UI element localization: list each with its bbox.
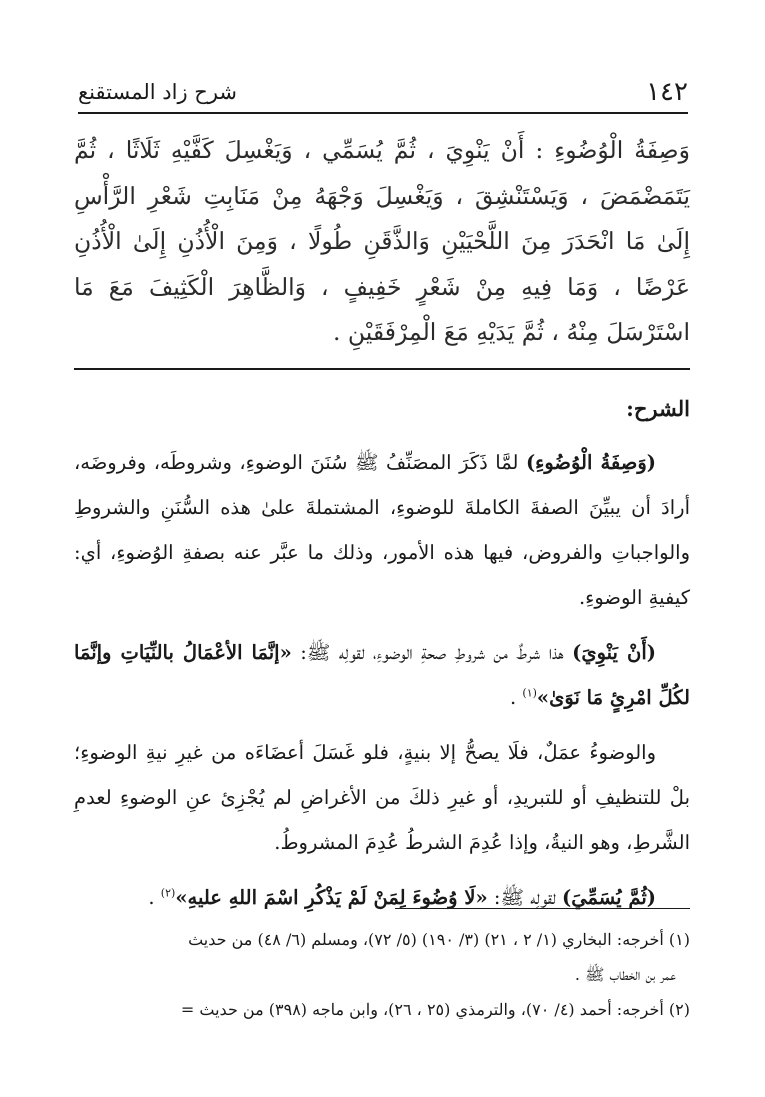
commentary-paragraph — [74, 730, 690, 865]
hadith-quote: «إنَّمَا الأعْمَالُ بالنِّيَاتِ وإنَّمَا لكُلِّ امْرِئٍ مَا نَوَىٰ» — [74, 641, 690, 709]
matn-quote: (ثُمَّ يُسَمِّيَ) — [562, 886, 656, 909]
sharh-heading: الشرح: — [626, 396, 690, 421]
running-title: شرح زاد المستقنع — [78, 80, 237, 104]
matn-quote: (وَصِفَةُ الْوُضُوءِ) — [525, 451, 656, 474]
footnote-2: (٢) أخرجه: أحمد (٤/ ٧٠)، والترمذي (٢٥ ، ٢٦)، وابن ماجه (٣٩٨) من حديث = — [180, 1000, 690, 1019]
paragraph-tail: . — [148, 886, 161, 909]
paragraph-text: هذا شرطٌ من شروطِ صحةِ الوضوءِ، لقولِه ﷺ: — [291, 641, 573, 664]
footnote-ref: (١) — [522, 686, 537, 700]
footnote-1: (١) أخرجه: البخاري (١/ ٢ ، ٢١) (٣/ ١٩٠) (٥/ ٧٢)، ومسلم (٦/ ٤٨) من حديث — [188, 930, 690, 949]
page-header — [78, 72, 688, 114]
paragraph-text: لقولِه ﷺ: — [487, 886, 562, 909]
page-number: ١٤٢ — [646, 77, 688, 107]
commentary-paragraph — [74, 875, 690, 920]
matn-divider — [74, 368, 690, 370]
paragraph-text: لمَّا ذَكَرَ المصَنِّفُ ﷺ سُنَنَ الوضوءِ، وشروطَه، وفروضَه، أرادَ أن يبيِّنَ الصفةَ الكاملةَ للوضوءِ، المشتملةَ علىٰ هذه السُّنَنِ والشروطِ والواجباتِ والفروض، فيها هذه الأمور، وذلك ما عبَّر عنه بصفةِ الوُضوءِ، أي: كيفيةِ الوضوءِ. — [74, 451, 690, 609]
commentary-paragraph — [74, 630, 690, 720]
paragraph-tail: . — [510, 686, 523, 709]
matn-quote: (أَنْ يَنْوِيَ) — [572, 641, 656, 664]
footnote-divider — [395, 908, 690, 909]
matn-text: وَصِفَةُ الْوُضُوءِ : أَنْ يَنْوِيَ ، ثُمَّ يُسَمِّي ، وَيَغْسِلَ كَفَّيْهِ ثَلَاثًا ، ثُمَّ يَتَمَضْمَضَ ، وَيَسْتَنْشِقَ ، وَيَغْسِلَ وَجْهَهُ مِنْ مَنَابِتِ شَعْرِ الرَّأْسِ إِلَىٰ مَا انْحَدَرَ مِنَ اللَّحْيَيْنِ وَالذَّقَنِ طُولًا ، وَمِنَ الْأُذُنِ إِلَىٰ الْأُذُنِ عَرْضًا ، وَمَا فِيهِ مِنْ شَعْرٍ خَفِيفٍ ، وَالظَّاهِرَ الْكَثِيفَ مَعَ مَا اسْتَرْسَلَ مِنْهُ ، ثُمَّ يَدَيْهِ مَعَ الْمِرْفَقَيْنِ . — [74, 136, 690, 346]
footnotes — [74, 924, 690, 1029]
footnote-1-continuation: عمر بن الخطاب ﷺ . — [574, 965, 676, 984]
commentary-body — [74, 440, 690, 920]
hadith-quote: «لَا وُضُوءَ لِمَنْ لَمْ يَذْكُرِ اسْمَ اللهِ عليهِ» — [175, 886, 488, 909]
paragraph-text: والوضوءُ عمَلٌ، فلَا يصحُّ إلا بنيةٍ، فلو غَسَلَ أعضَاءَه من غيرِ نيةِ الوضوءِ؛ بلْ للتنظيفِ أو للتبريدِ، أو غيرِ ذلكَ من الأغراضِ لم يُجْزِئ عنِ الوضوءِ لعدمِ الشَّرطِ، وهو النيةُ، وإذا عُدِمَ الشرطُ عُدِمَ المشروطُ. — [74, 741, 690, 854]
commentary-paragraph — [74, 440, 690, 620]
footnote-ref: (٢) — [160, 886, 176, 900]
